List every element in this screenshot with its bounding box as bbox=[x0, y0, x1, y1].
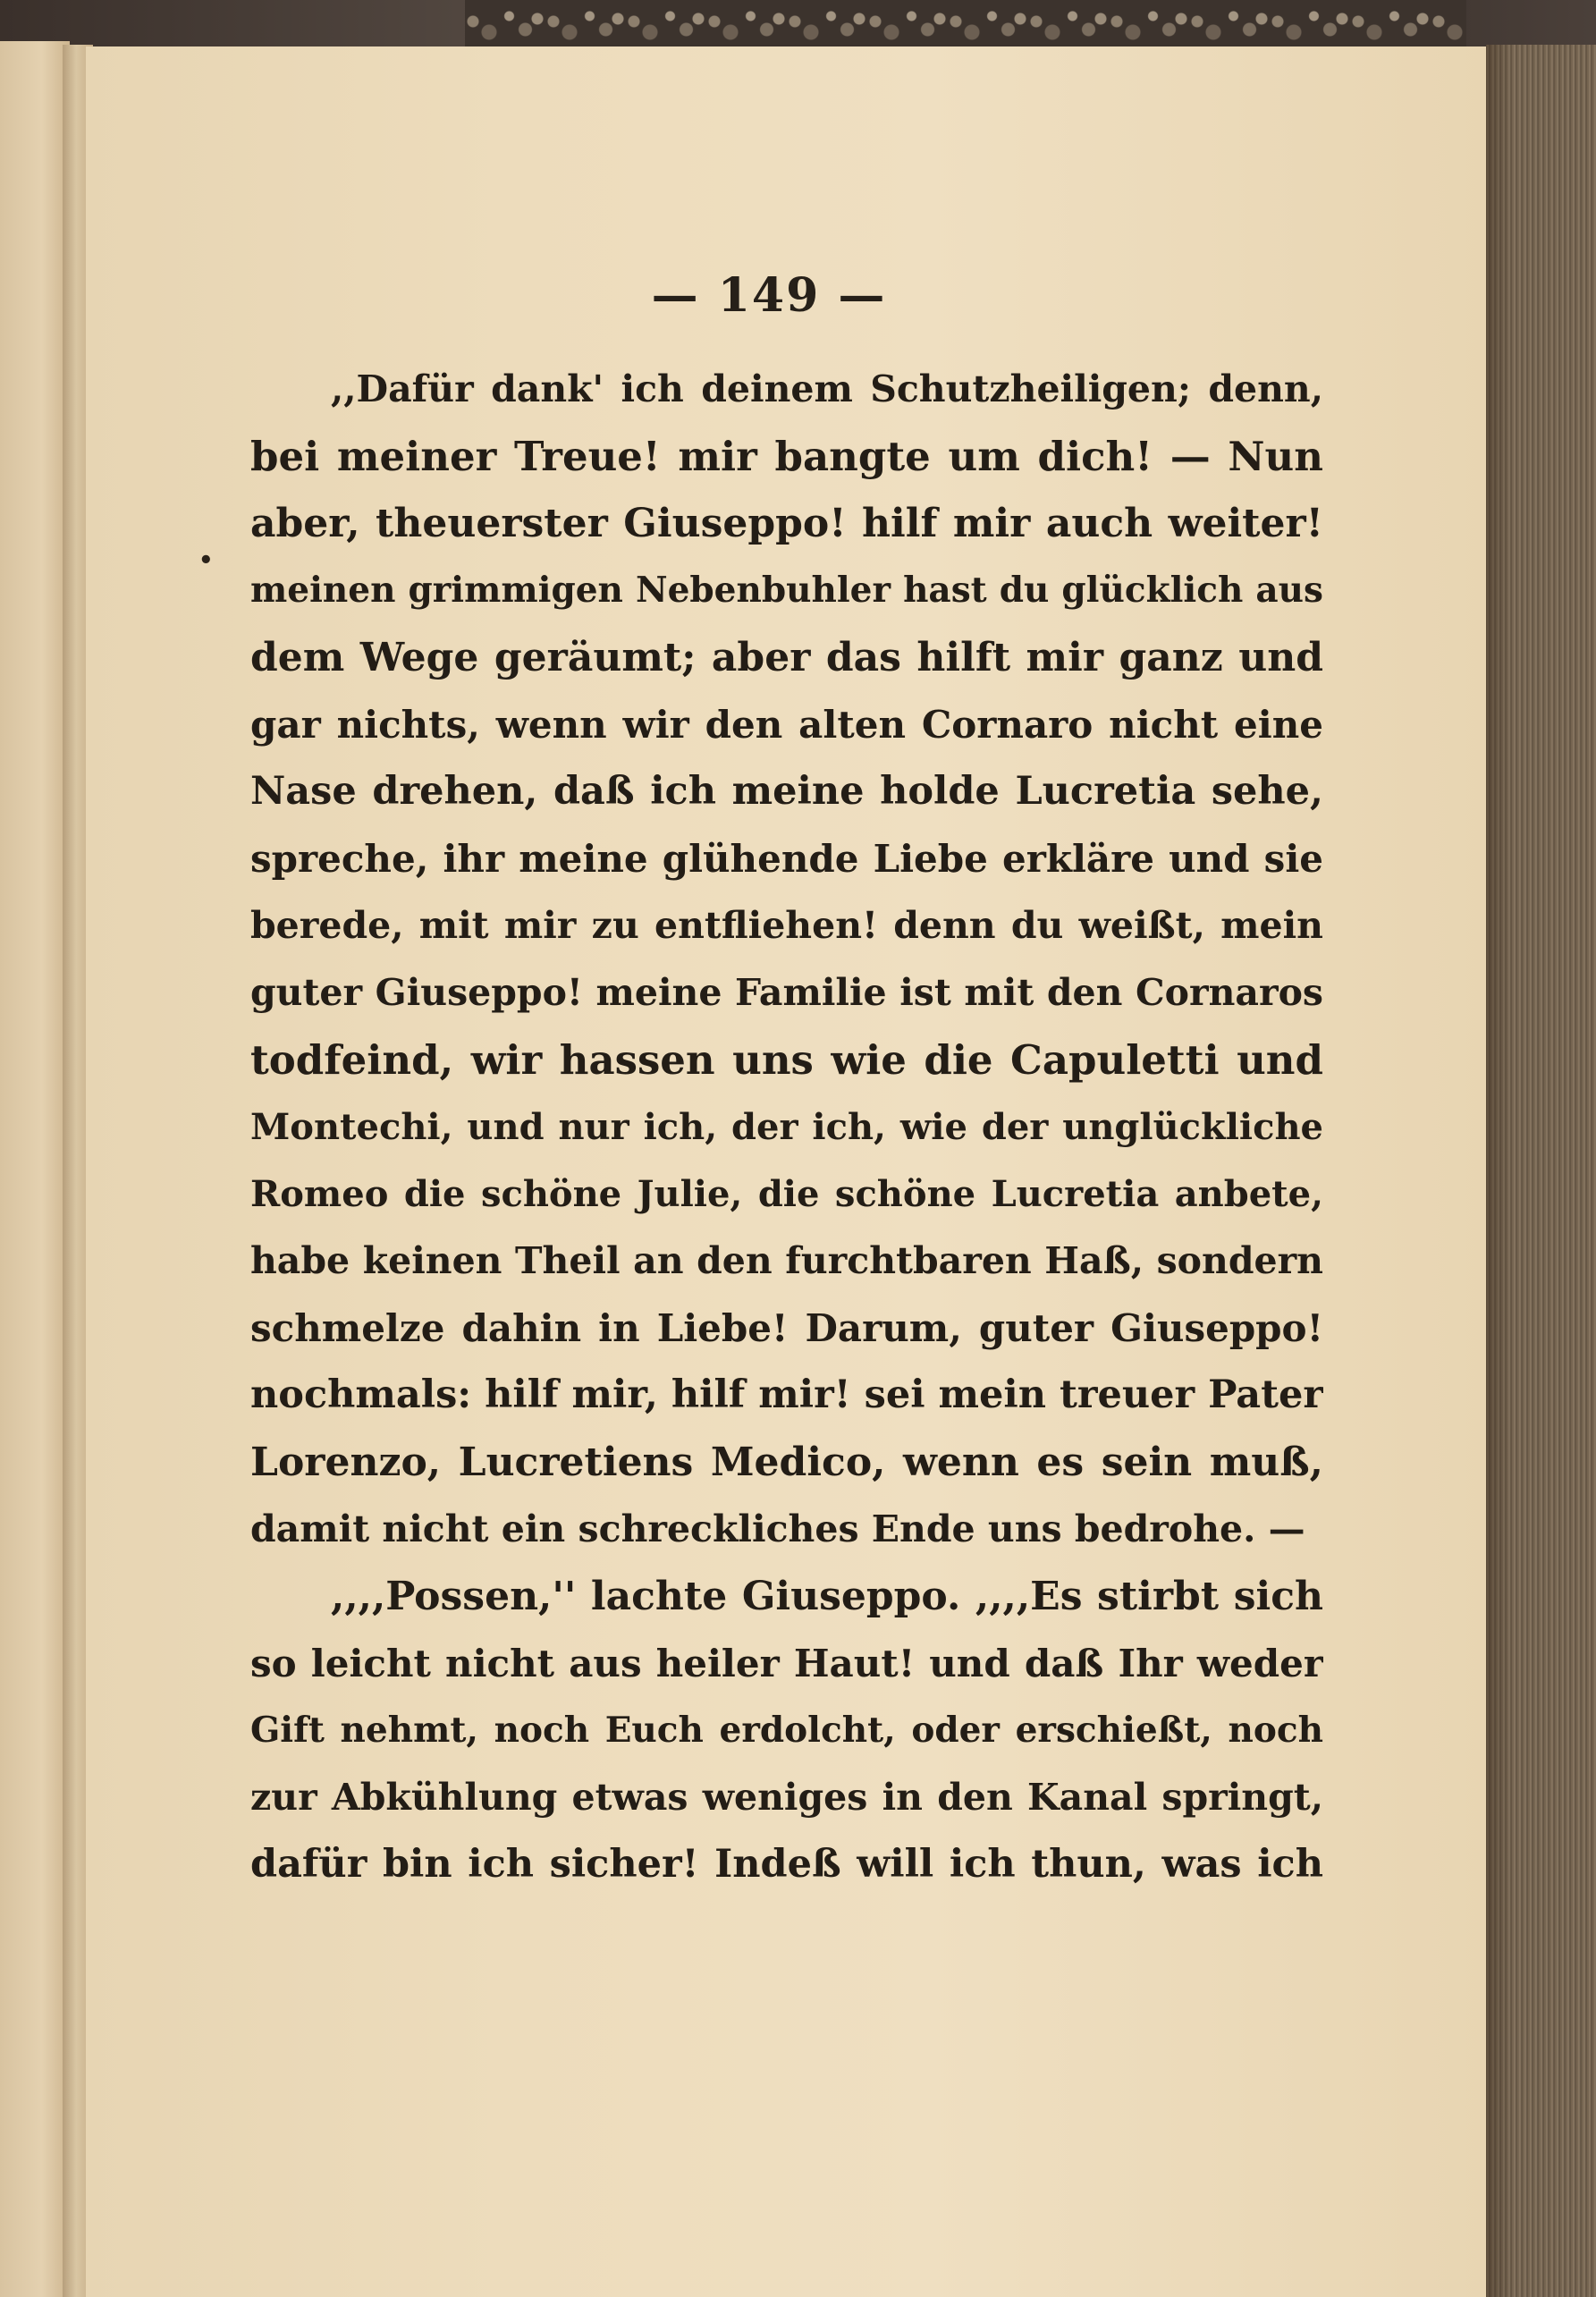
text-line: aber, theuerster Giuseppo! hilf mir auch weiter! bbox=[250, 501, 1323, 546]
text-line: schmelze dahin in Liebe! Darum, guter Giuseppo! bbox=[250, 1306, 1323, 1350]
text-line: Montechi, und nur ich, der ich, wie der unglückliche bbox=[250, 1106, 1323, 1148]
text-line: bei meiner Treue! mir bangte um dich! — Nun bbox=[250, 433, 1323, 480]
text-line: guter Giuseppo! meine Familie ist mit den Cornaros bbox=[250, 971, 1323, 1014]
text-line: todfeind, wir hassen uns wie die Capuletti und bbox=[250, 1036, 1323, 1084]
text-line: dem Wege geräumt; aber das hilft mir ganz und bbox=[250, 635, 1323, 680]
text-line: gar nichts, wenn wir den alten Cornaro nicht eine bbox=[250, 703, 1323, 747]
text-line: damit nicht ein schreckliches Ende uns bedrohe. — bbox=[250, 1507, 1305, 1550]
text-line: so leicht nicht aus heiler Haut! und daß Ihr weder bbox=[250, 1642, 1323, 1685]
page-text bbox=[250, 356, 1323, 1898]
fore-edge-shadow bbox=[1486, 45, 1513, 2297]
left-page-edge bbox=[0, 41, 70, 2297]
text-line: Gift nehmt, noch Euch erdolcht, oder erschießt, noch bbox=[250, 1710, 1323, 1751]
text-line: ,,Dafür dank' ich deinem Schutzheiligen; denn, bbox=[331, 367, 1323, 410]
text-line: meinen grimmigen Nebenbuhler hast du glücklich aus bbox=[250, 570, 1323, 611]
text-line: Nase drehen, daß ich meine holde Lucretia sehe, bbox=[250, 769, 1323, 814]
text-line: habe keinen Theil an den furchtbaren Haß, sondern bbox=[250, 1239, 1323, 1282]
margin-mark: • bbox=[198, 547, 214, 574]
text-line: dafür bin ich sicher! Indeß will ich thun, was ich bbox=[250, 1842, 1323, 1887]
text-line: zur Abkühlung etwas weniges in den Kanal springt, bbox=[250, 1776, 1323, 1819]
text-line: nochmals: hilf mir, hilf mir! sei mein treuer Pater bbox=[250, 1372, 1323, 1417]
page-number: — 149 — bbox=[651, 268, 887, 323]
text-line: ,,,,Possen,'' lachte Giuseppo. ,,,,Es stirbt sich bbox=[331, 1574, 1323, 1619]
text-line: Romeo die schöne Julie, die schöne Lucretia anbete, bbox=[250, 1173, 1323, 1215]
text-line: spreche, ihr meine glühende Liebe erkläre und sie bbox=[250, 837, 1323, 881]
text-line: berede, mit mir zu entfliehen! denn du weißt, mein bbox=[250, 904, 1323, 947]
text-line: Lorenzo, Lucretiens Medico, wenn es sein muß, bbox=[250, 1440, 1323, 1485]
marbled-cover-pattern bbox=[465, 0, 1466, 54]
